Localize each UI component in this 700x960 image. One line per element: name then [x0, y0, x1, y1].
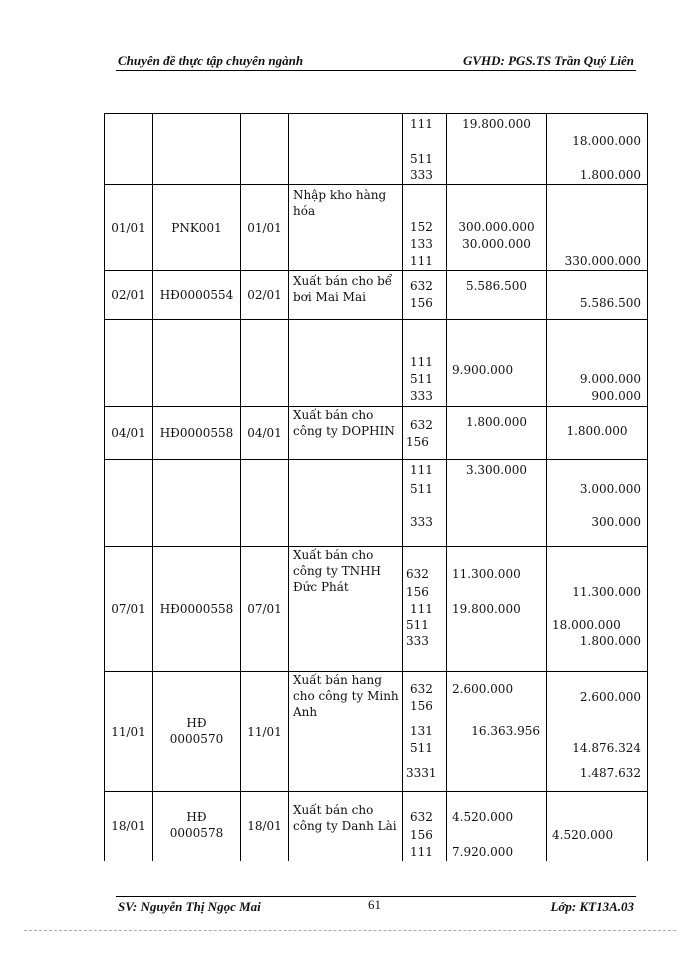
- credit-amount: 1.800.000: [579, 168, 641, 182]
- credit-cell: [547, 460, 648, 547]
- doc-number-cell: [153, 185, 241, 271]
- account-code: 156: [410, 699, 433, 713]
- account-code: 133: [410, 237, 433, 251]
- entry-description: Xuất bán hang cho công ty Minh Anh: [293, 673, 399, 719]
- date-cell: [105, 792, 153, 862]
- doc-number-suffix: 0000570: [169, 732, 224, 746]
- account-cell: [403, 407, 447, 460]
- footer-student-name: SV: Nguyễn Thị Ngọc Mai: [118, 899, 261, 914]
- entry-date: 07/01: [111, 602, 146, 616]
- entry-description: Xuất bán cho công ty TNHH Đức Phát: [293, 548, 382, 594]
- account-code: 632: [406, 567, 429, 581]
- debit-amount: 16.363.956: [471, 724, 540, 738]
- doc-date: 01/01: [247, 220, 282, 235]
- account-code: 156: [410, 828, 433, 842]
- date-cell: [105, 320, 153, 407]
- credit-cell: [547, 271, 648, 320]
- credit-cell: [547, 672, 648, 792]
- entry-description: Xuất bán cho công ty DOPHIN: [293, 408, 395, 438]
- footer-class-code: Lớp: KT13A.03: [550, 899, 634, 914]
- date-cell: [105, 185, 153, 271]
- debit-amount: 30.000.000: [462, 237, 531, 251]
- account-code: 111: [410, 117, 433, 131]
- doc-number: HĐ0000558: [159, 426, 234, 440]
- table-row: [105, 320, 648, 407]
- doc-date: 07/01: [247, 602, 282, 616]
- credit-cell: [547, 407, 648, 460]
- credit-cell: [547, 185, 648, 271]
- doc-date: 02/01: [247, 288, 282, 302]
- account-cell: [403, 320, 447, 407]
- doc-date-cell: [241, 547, 289, 672]
- account-cell: [403, 792, 447, 862]
- doc-number-cell: [153, 114, 241, 185]
- account-code: 511: [406, 618, 429, 632]
- doc-number: HĐ0000554: [159, 288, 234, 302]
- doc-date: 11/01: [247, 724, 282, 739]
- entry-description: Nhập kho hàng hóa: [293, 188, 387, 218]
- description-cell: [289, 185, 403, 271]
- date-cell: [105, 672, 153, 792]
- entry-date: 02/01: [111, 288, 146, 302]
- doc-number: PNK001: [171, 220, 222, 235]
- doc-date-cell: [241, 460, 289, 547]
- debit-cell: [447, 114, 547, 185]
- page-header: [116, 52, 636, 71]
- account-code: 111: [410, 355, 433, 369]
- table-row: [105, 792, 648, 862]
- description-cell: [289, 320, 403, 407]
- debit-amount: 5.586.500: [465, 279, 528, 293]
- account-code: 632: [410, 810, 433, 824]
- account-code: 111: [410, 463, 433, 477]
- description-cell: [289, 672, 403, 792]
- description-cell: [289, 271, 403, 320]
- doc-number-cell: [153, 271, 241, 320]
- debit-cell: [447, 185, 547, 271]
- description-cell: [289, 547, 403, 672]
- date-cell: [105, 114, 153, 185]
- debit-cell: [447, 547, 547, 672]
- debit-amount: 19.800.000: [462, 117, 531, 131]
- table-row: [105, 114, 648, 185]
- credit-cell: [547, 547, 648, 672]
- table-row: [105, 407, 648, 460]
- doc-number-cell: [153, 792, 241, 862]
- account-code: 111: [410, 602, 433, 616]
- doc-date-cell: [241, 271, 289, 320]
- doc-date-cell: [241, 320, 289, 407]
- doc-number-cell: [153, 547, 241, 672]
- page-break-line: [24, 930, 676, 931]
- entry-date: 04/01: [111, 426, 146, 440]
- table-row: [105, 460, 648, 547]
- entry-date: 11/01: [111, 724, 146, 739]
- credit-amount: 14.876.324: [572, 741, 641, 755]
- credit-amount: 4.520.000: [552, 828, 614, 842]
- account-cell: [403, 460, 447, 547]
- doc-number-cell: [153, 460, 241, 547]
- debit-cell: [447, 271, 547, 320]
- debit-cell: [447, 320, 547, 407]
- date-cell: [105, 271, 153, 320]
- table-row: [105, 271, 648, 320]
- credit-amount: 5.586.500: [579, 296, 641, 310]
- doc-number-cell: [153, 672, 241, 792]
- description-cell: [289, 407, 403, 460]
- doc-date-cell: [241, 114, 289, 185]
- entry-description: Xuất bán cho công ty Danh Lài: [293, 803, 397, 833]
- doc-date: 04/01: [247, 426, 282, 440]
- credit-amount: 18.000.000: [552, 618, 621, 632]
- account-cell: [403, 547, 447, 672]
- account-cell: [403, 672, 447, 792]
- debit-amount: 9.900.000: [452, 363, 514, 377]
- doc-number: HĐ: [186, 716, 207, 730]
- credit-amount: 3.000.000: [579, 482, 641, 496]
- account-code: 156: [410, 296, 433, 310]
- debit-amount: 1.800.000: [465, 415, 528, 429]
- credit-amount: 300.000: [591, 515, 641, 529]
- doc-number-cell: [153, 320, 241, 407]
- debit-amount: 19.800.000: [452, 602, 521, 616]
- account-code: 632: [410, 682, 433, 696]
- account-code: 333: [410, 168, 433, 182]
- credit-amount: 1.800.000: [566, 424, 628, 438]
- table-row: [105, 547, 648, 672]
- page-footer: [116, 896, 636, 915]
- account-code: 632: [410, 418, 433, 432]
- description-cell: [289, 114, 403, 185]
- account-code: 156: [406, 435, 429, 449]
- account-code: 111: [410, 254, 433, 268]
- doc-date-cell: [241, 185, 289, 271]
- header-left-text: Chuyên đề thực tập chuyên ngành: [118, 53, 304, 68]
- doc-number-cell: [153, 407, 241, 460]
- entry-date: 01/01: [111, 220, 146, 235]
- description-cell: [289, 460, 403, 547]
- credit-amount: 9.000.000: [579, 372, 641, 386]
- header-right-text: GVHD: PGS.TS Trần Quý Liên: [462, 53, 634, 68]
- date-cell: [105, 460, 153, 547]
- entry-description: Xuất bán cho bể bơi Mai Mai: [293, 274, 393, 304]
- account-code: 333: [410, 389, 433, 403]
- debit-amount: 7.920.000: [452, 845, 514, 859]
- account-code: 152: [410, 220, 433, 234]
- account-code: 511: [410, 741, 433, 755]
- doc-date-cell: [241, 407, 289, 460]
- account-code: 511: [410, 482, 433, 496]
- table-row: [105, 672, 648, 792]
- account-code: 156: [406, 585, 429, 599]
- debit-cell: [447, 792, 547, 862]
- account-code: 3331: [406, 766, 437, 780]
- description-cell: [289, 792, 403, 862]
- credit-amount: 330.000.000: [564, 254, 641, 268]
- date-cell: [105, 407, 153, 460]
- debit-amount: 4.520.000: [452, 810, 514, 824]
- debit-amount: 11.300.000: [452, 567, 521, 581]
- credit-amount: 1.487.632: [579, 766, 641, 780]
- credit-amount: 900.000: [591, 389, 641, 403]
- doc-date-cell: [241, 672, 289, 792]
- debit-cell: [447, 407, 547, 460]
- account-code: 632: [410, 279, 433, 293]
- doc-number-suffix: 0000578: [169, 826, 224, 840]
- journal-table: [104, 113, 648, 861]
- account-code: 333: [406, 634, 429, 648]
- credit-cell: [547, 114, 648, 185]
- credit-cell: [547, 320, 648, 407]
- doc-number: HĐ: [186, 810, 207, 824]
- credit-amount: 18.000.000: [572, 134, 641, 148]
- debit-amount: 300.000.000: [458, 220, 535, 234]
- account-cell: [403, 271, 447, 320]
- credit-amount: 2.600.000: [579, 690, 641, 704]
- account-code: 511: [410, 372, 433, 386]
- account-cell: [403, 185, 447, 271]
- account-code: 111: [410, 845, 433, 859]
- credit-amount: 1.800.000: [579, 634, 641, 648]
- debit-amount: 3.300.000: [465, 463, 528, 477]
- doc-date: 18/01: [247, 819, 282, 833]
- page-number: 61: [368, 897, 381, 912]
- account-code: 511: [410, 152, 433, 166]
- entry-date: 18/01: [111, 819, 146, 833]
- debit-cell: [447, 460, 547, 547]
- doc-date-cell: [241, 792, 289, 862]
- credit-cell: [547, 792, 648, 862]
- debit-cell: [447, 672, 547, 792]
- doc-number: HĐ0000558: [159, 602, 234, 616]
- debit-amount: 2.600.000: [452, 682, 514, 696]
- account-code: 333: [410, 515, 433, 529]
- credit-amount: 11.300.000: [572, 585, 641, 599]
- account-cell: [403, 114, 447, 185]
- table-row: [105, 185, 648, 271]
- account-code: 131: [410, 724, 433, 738]
- date-cell: [105, 547, 153, 672]
